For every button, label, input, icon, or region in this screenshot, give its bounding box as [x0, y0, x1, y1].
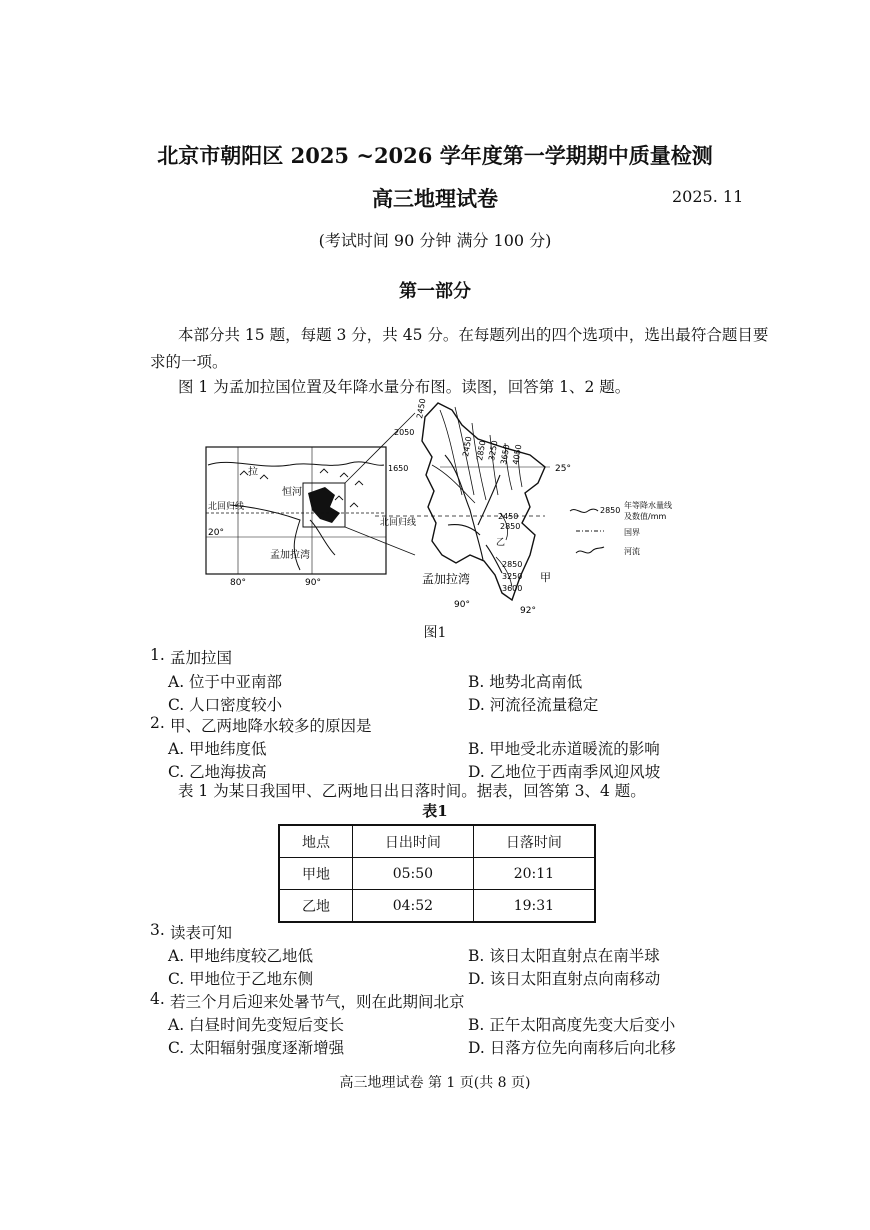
question-1-stem: 孟加拉国	[170, 649, 233, 667]
iso-2850c: 2850	[502, 560, 523, 569]
question-1-option-d[interactable]: D. 河流径流量稳定	[468, 696, 599, 714]
question-4-number: 4.	[150, 990, 165, 1008]
figure1-caption: 图1	[423, 625, 447, 641]
iso-3250b: 3250	[502, 572, 523, 581]
iso-1650: 1650	[388, 464, 409, 473]
question-4-option-d[interactable]: D. 日落方位先向南移后向北移	[468, 1039, 676, 1057]
question-2-stem: 甲、乙两地降水较多的原因是	[170, 717, 372, 735]
table1-caption: 表1	[422, 802, 448, 820]
instructions-line-1: 本部分共 15 题，每题 3 分，共 45 分。在每题列出的四个选项中，选出最符合题目要	[178, 326, 769, 344]
table-row	[279, 858, 595, 890]
question-3-option-d[interactable]: D. 该日太阳直射点向南移动	[468, 970, 661, 988]
legend-isohyet-value: 2850	[600, 506, 621, 515]
question-4-option-b[interactable]: B. 正午太阳高度先变大后变小	[468, 1016, 676, 1034]
question-3-option-a[interactable]: A. 甲地纬度较乙地低	[168, 947, 314, 965]
inset-bangladesh-shape	[308, 487, 340, 523]
connector-bottom	[345, 527, 415, 555]
table-cell-sunset: 19:31	[473, 890, 595, 923]
river-network	[445, 455, 502, 573]
figure1-intro: 图 1 为孟加拉国位置及年降水量分布图。读图，回答第 1、2 题。	[178, 378, 631, 396]
table-cell-sunrise: 04:52	[353, 890, 474, 923]
subject-title: 高三地理试卷	[372, 186, 498, 211]
question-2-option-c[interactable]: C. 乙地海拔高	[168, 763, 267, 781]
exam-title: 北京市朝阳区 2025 ~2026 学年度第一学期期中质量检测	[157, 143, 713, 168]
legend-isohyet-label-1: 年等降水量线	[624, 501, 672, 510]
table-cell-sunset: 20:11	[473, 858, 595, 890]
iso-2050: 2050	[394, 428, 415, 437]
iso-2450a: 2450	[461, 435, 474, 458]
question-3-option-c[interactable]: C. 甲地位于乙地东侧	[168, 970, 314, 988]
legend-river-symbol	[576, 547, 604, 553]
question-1-option-b[interactable]: B. 地势北高南低	[468, 673, 583, 691]
label-ganges: 恒河	[282, 487, 302, 498]
iso-3600: 3600	[502, 584, 523, 593]
part-title: 第一部分	[399, 281, 471, 302]
label-tropic-right: 北回归线	[380, 518, 417, 528]
label-bay-small: 孟加拉湾	[270, 550, 310, 561]
label-lon-90: 90°	[454, 600, 470, 610]
inset-coastline	[208, 462, 384, 466]
question-1-number: 1.	[150, 646, 165, 664]
question-2-option-b[interactable]: B. 甲地受北赤道暖流的影响	[468, 740, 660, 758]
question-4-option-c[interactable]: C. 太阳辐射强度逐渐增强	[168, 1039, 345, 1057]
label-tropic-left: 北回归线	[208, 502, 245, 512]
iso-3250a: 3250	[487, 439, 500, 462]
label-bay-big: 孟加拉湾	[422, 572, 471, 586]
iso-2450-top: 2450	[415, 397, 428, 420]
question-1-option-a[interactable]: A. 位于中亚南部	[168, 673, 283, 691]
question-3-stem: 读表可知	[170, 924, 233, 942]
question-3-option-b[interactable]: B. 该日太阳直射点在南半球	[468, 947, 660, 965]
label-lon-80: 80°	[230, 578, 246, 588]
question-3-number: 3.	[150, 921, 165, 939]
legend-isohyet-symbol	[570, 509, 598, 512]
iso-2850b: 2850	[500, 522, 521, 531]
bangladesh-border	[422, 403, 545, 600]
figure1-map	[200, 395, 710, 623]
exam-date: 2025. 11	[672, 187, 744, 206]
question-2-option-a[interactable]: A. 甲地纬度低	[168, 740, 267, 758]
page-footer: 高三地理试卷 第 1 页(共 8 页)	[339, 1075, 531, 1091]
table-header-sunset: 日落时间	[473, 825, 595, 858]
iso-2850a: 2850	[475, 439, 488, 462]
label-lat-25: 25°	[555, 464, 571, 474]
iso-2450b: 2450	[498, 512, 519, 521]
label-la: 拉	[248, 467, 258, 478]
label-lon-90-small: 90°	[305, 578, 321, 588]
label-lon-92: 92°	[520, 606, 536, 616]
table-cell-place: 乙地	[279, 890, 353, 923]
exam-info: (考试时间 90 分钟 满分 100 分)	[318, 231, 552, 250]
question-4-stem: 若三个月后迎来处暑节气，则在此期间北京	[170, 993, 465, 1011]
table-header-sunrise: 日出时间	[353, 825, 474, 858]
table-cell-sunrise: 05:50	[353, 858, 474, 890]
question-2-option-d[interactable]: D. 乙地位于西南季风迎风坡	[468, 763, 661, 781]
label-yi: 乙	[496, 538, 506, 548]
iso-4050: 4050	[511, 443, 524, 466]
legend-border-label: 国界	[624, 528, 640, 537]
table-header-place: 地点	[279, 825, 353, 858]
legend-river-label: 河流	[624, 547, 640, 556]
table-row	[279, 890, 595, 923]
table1-intro: 表 1 为某日我国甲、乙两地日出日落时间。据表，回答第 3、4 题。	[178, 782, 646, 800]
table-header-row	[279, 825, 595, 858]
label-lat-20: 20°	[208, 528, 224, 538]
iso-3650a: 3650	[499, 443, 512, 466]
question-4-option-a[interactable]: A. 白昼时间先变短后变长	[168, 1016, 345, 1034]
table-cell-place: 甲地	[279, 858, 353, 890]
question-2-number: 2.	[150, 714, 165, 732]
question-1-option-c[interactable]: C. 人口密度较小	[168, 696, 283, 714]
label-jia: 甲	[540, 571, 551, 584]
legend-isohyet-label-2: 及数值/mm	[624, 512, 667, 521]
instructions-line-2: 求的一项。	[150, 353, 228, 371]
sunrise-sunset-table	[278, 824, 596, 923]
